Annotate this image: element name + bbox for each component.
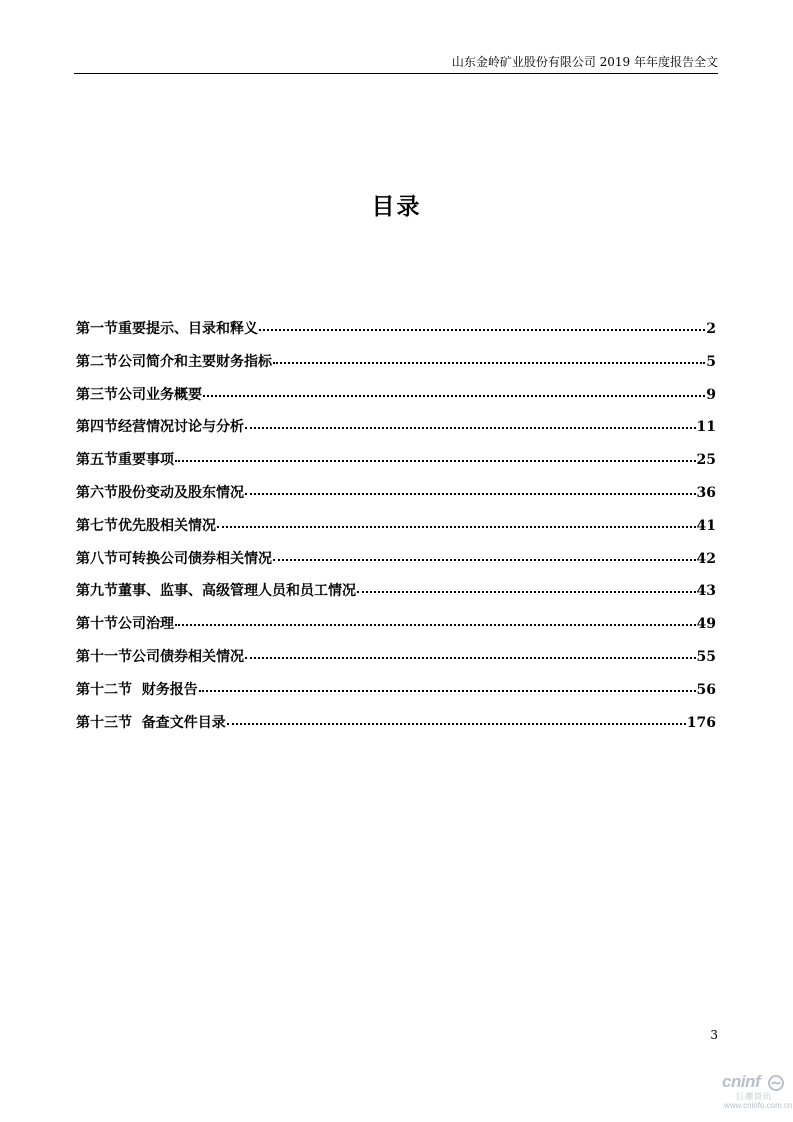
toc-entry-title: 第十一节公司债券相关情况 <box>76 648 244 665</box>
toc-entry-page: 43 <box>696 583 716 600</box>
toc-entry-page: 49 <box>696 616 716 633</box>
toc-entry[interactable] <box>76 318 716 351</box>
page-title: 目录 <box>371 193 422 220</box>
table-of-contents <box>76 318 716 744</box>
toc-entry[interactable] <box>76 613 716 646</box>
header-rule <box>74 73 718 74</box>
cninfo-watermark <box>718 1072 793 1112</box>
toc-entry[interactable] <box>76 384 716 417</box>
toc-entry-page: 25 <box>696 452 716 469</box>
toc-leader-dots <box>203 395 705 397</box>
toc-leader-dots <box>227 723 686 725</box>
cninf-logo-icon <box>768 1075 784 1091</box>
toc-entry[interactable] <box>76 449 716 482</box>
watermark-brand: cninf <box>722 1072 761 1091</box>
toc-entry-title: 第三节公司业务概要 <box>76 386 202 403</box>
toc-leader-dots <box>245 493 696 495</box>
toc-entry-page: 176 <box>686 714 716 731</box>
toc-entry[interactable] <box>76 679 716 712</box>
toc-entry-title: 第七节优先股相关情况 <box>76 517 216 534</box>
toc-leader-dots <box>273 362 705 364</box>
toc-entry-page: 55 <box>696 648 716 665</box>
watermark-chinese: 巨潮资讯 <box>736 1092 772 1101</box>
toc-entry-page: 11 <box>696 419 716 436</box>
toc-entry[interactable] <box>76 646 716 679</box>
toc-entry-title: 第十二节 财务报告 <box>76 681 198 698</box>
toc-entry[interactable] <box>76 712 716 745</box>
toc-entry-title: 第八节可转换公司债券相关情况 <box>76 550 272 567</box>
toc-entry-title: 第二节公司简介和主要财务指标 <box>76 353 272 370</box>
toc-entry[interactable] <box>76 548 716 581</box>
toc-entry-title: 第五节重要事项 <box>76 452 174 469</box>
toc-leader-dots <box>259 329 705 331</box>
toc-leader-dots <box>175 460 696 462</box>
toc-entry-title: 第六节股份变动及股东情况 <box>76 484 244 501</box>
toc-entry[interactable] <box>76 515 716 548</box>
toc-entry-page: 41 <box>696 517 716 534</box>
toc-leader-dots <box>175 624 696 626</box>
toc-entry-title: 第十三节 备查文件目录 <box>76 714 226 731</box>
watermark-url: www.cninfo.com.cn <box>724 1101 793 1110</box>
toc-entry-title: 第四节经营情况讨论与分析 <box>76 419 244 436</box>
toc-entry-title: 第九节董事、监事、高级管理人员和员工情况 <box>76 583 356 600</box>
toc-entry-title: 第十节公司治理 <box>76 616 174 633</box>
page-number: 3 <box>710 1028 718 1042</box>
running-header: 山东金岭矿业股份有限公司 2019 年年度报告全文 <box>451 55 718 69</box>
toc-entry-page: 9 <box>706 386 716 403</box>
toc-leader-dots <box>357 591 696 593</box>
toc-leader-dots <box>199 690 696 692</box>
toc-leader-dots <box>217 526 696 528</box>
toc-entry-page: 2 <box>706 321 716 337</box>
toc-entry-page: 56 <box>696 681 716 698</box>
toc-entry-page: 5 <box>706 353 716 370</box>
toc-entry-title: 第一节重要提示、目录和释义 <box>76 321 258 337</box>
toc-leader-dots <box>273 559 696 561</box>
toc-leader-dots <box>245 657 696 659</box>
toc-entry-page: 36 <box>696 484 716 501</box>
toc-entry[interactable] <box>76 580 716 613</box>
toc-entry[interactable] <box>76 416 716 449</box>
toc-entry-page: 42 <box>696 550 716 567</box>
toc-leader-dots <box>245 427 696 429</box>
toc-entry[interactable] <box>76 351 716 384</box>
toc-entry[interactable] <box>76 482 716 515</box>
